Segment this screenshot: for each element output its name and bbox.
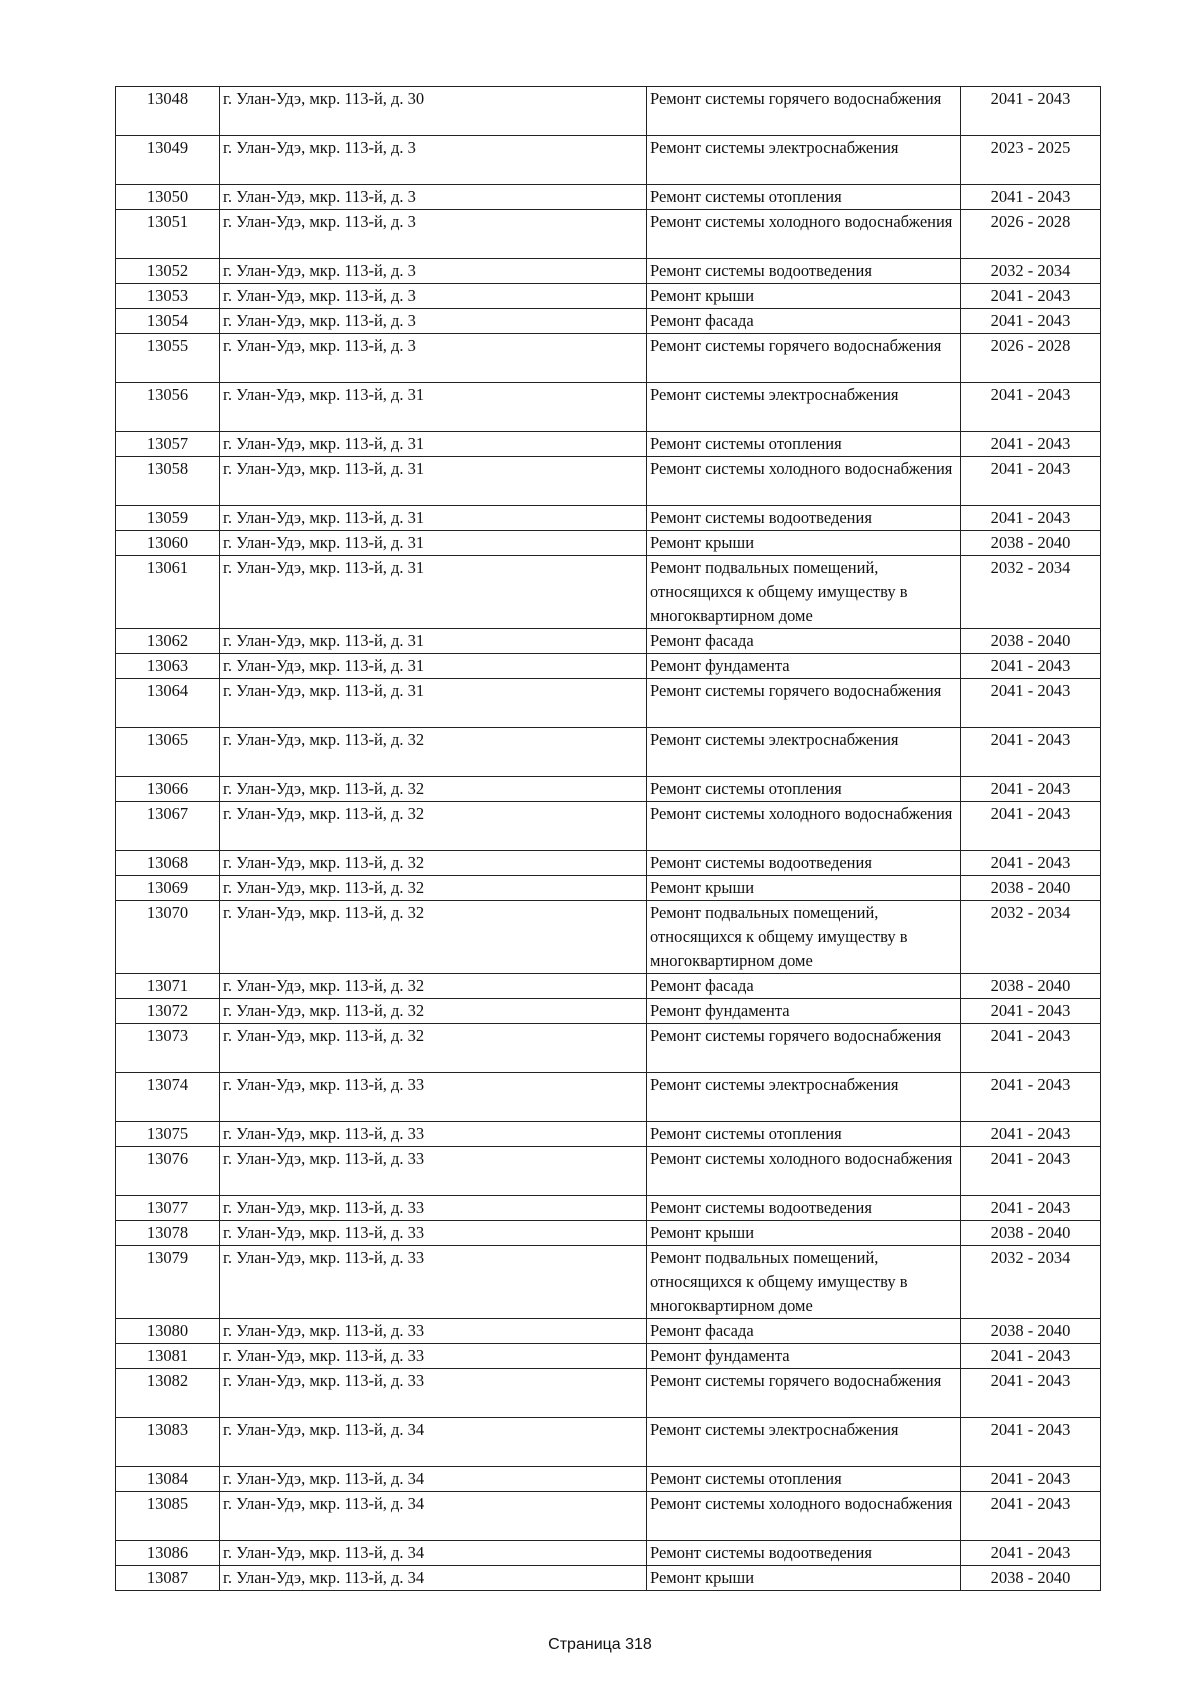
address-cell: г. Улан-Удэ, мкр. 113-й, д. 31 [220,531,647,556]
work-type-cell: Ремонт системы отопления [647,777,961,802]
row-number-cell: 13077 [116,1196,220,1221]
term-cell: 2041 - 2043 [961,185,1101,210]
row-number-cell: 13053 [116,284,220,309]
address-cell: г. Улан-Удэ, мкр. 113-й, д. 3 [220,334,647,383]
work-type-cell: Ремонт системы горячего водоснабжения [647,334,961,383]
table-row [116,334,1101,383]
row-number-cell: 13064 [116,679,220,728]
term-cell: 2041 - 2043 [961,1418,1101,1467]
page-number: Страница 318 [548,1636,652,1653]
row-number-cell: 13083 [116,1418,220,1467]
work-type-cell: Ремонт крыши [647,876,961,901]
work-type-cell: Ремонт фасада [647,309,961,334]
address-cell: г. Улан-Удэ, мкр. 113-й, д. 32 [220,901,647,974]
row-number-cell: 13058 [116,457,220,506]
term-cell: 2026 - 2028 [961,334,1101,383]
work-type-cell: Ремонт подвальных помещений, относящихся к общему имуществу в многоквартирном доме [647,901,961,974]
row-number-cell: 13087 [116,1566,220,1591]
table-row [116,1196,1101,1221]
address-cell: г. Улан-Удэ, мкр. 113-й, д. 31 [220,506,647,531]
work-type-cell: Ремонт системы холодного водоснабжения [647,1492,961,1541]
address-cell: г. Улан-Удэ, мкр. 113-й, д. 33 [220,1147,647,1196]
table-row [116,1122,1101,1147]
term-cell: 2041 - 2043 [961,87,1101,136]
address-cell: г. Улан-Удэ, мкр. 113-й, д. 3 [220,259,647,284]
row-number-cell: 13049 [116,136,220,185]
table-row [116,802,1101,851]
term-cell: 2041 - 2043 [961,1196,1101,1221]
table-row [116,506,1101,531]
table-row [116,1369,1101,1418]
work-type-cell: Ремонт системы водоотведения [647,259,961,284]
work-type-cell: Ремонт системы горячего водоснабжения [647,1369,961,1418]
term-cell: 2038 - 2040 [961,1319,1101,1344]
table-row [116,556,1101,629]
term-cell: 2038 - 2040 [961,876,1101,901]
term-cell: 2041 - 2043 [961,284,1101,309]
row-number-cell: 13063 [116,654,220,679]
repair-schedule-table [115,86,1101,1591]
work-type-cell: Ремонт фундамента [647,1344,961,1369]
term-cell: 2041 - 2043 [961,1492,1101,1541]
address-cell: г. Улан-Удэ, мкр. 113-й, д. 32 [220,974,647,999]
term-cell: 2041 - 2043 [961,728,1101,777]
work-type-cell: Ремонт системы электроснабжения [647,383,961,432]
work-type-cell: Ремонт системы электроснабжения [647,728,961,777]
term-cell: 2041 - 2043 [961,432,1101,457]
term-cell: 2041 - 2043 [961,1024,1101,1073]
work-type-cell: Ремонт фасада [647,974,961,999]
address-cell: г. Улан-Удэ, мкр. 113-й, д. 32 [220,777,647,802]
table-row [116,901,1101,974]
term-cell: 2023 - 2025 [961,136,1101,185]
work-type-cell: Ремонт крыши [647,1566,961,1591]
address-cell: г. Улан-Удэ, мкр. 113-й, д. 33 [220,1196,647,1221]
address-cell: г. Улан-Удэ, мкр. 113-й, д. 31 [220,556,647,629]
table-row [116,531,1101,556]
term-cell: 2041 - 2043 [961,999,1101,1024]
work-type-cell: Ремонт подвальных помещений, относящихся к общему имуществу в многоквартирном доме [647,556,961,629]
term-cell: 2041 - 2043 [961,457,1101,506]
row-number-cell: 13070 [116,901,220,974]
row-number-cell: 13078 [116,1221,220,1246]
address-cell: г. Улан-Удэ, мкр. 113-й, д. 32 [220,876,647,901]
work-type-cell: Ремонт системы отопления [647,1122,961,1147]
row-number-cell: 13071 [116,974,220,999]
table-body [116,87,1101,1591]
table-row [116,457,1101,506]
address-cell: г. Улан-Удэ, мкр. 113-й, д. 33 [220,1073,647,1122]
term-cell: 2038 - 2040 [961,1566,1101,1591]
row-number-cell: 13050 [116,185,220,210]
table-row [116,1319,1101,1344]
address-cell: г. Улан-Удэ, мкр. 113-й, д. 31 [220,383,647,432]
term-cell: 2032 - 2034 [961,556,1101,629]
work-type-cell: Ремонт системы водоотведения [647,1196,961,1221]
table-row [116,679,1101,728]
row-number-cell: 13060 [116,531,220,556]
address-cell: г. Улан-Удэ, мкр. 113-й, д. 31 [220,432,647,457]
table-row [116,87,1101,136]
table-row [116,284,1101,309]
term-cell: 2032 - 2034 [961,1246,1101,1319]
address-cell: г. Улан-Удэ, мкр. 113-й, д. 32 [220,728,647,777]
address-cell: г. Улан-Удэ, мкр. 113-й, д. 32 [220,1024,647,1073]
row-number-cell: 13072 [116,999,220,1024]
table-row [116,728,1101,777]
row-number-cell: 13061 [116,556,220,629]
address-cell: г. Улан-Удэ, мкр. 113-й, д. 32 [220,851,647,876]
table-row [116,1221,1101,1246]
address-cell: г. Улан-Удэ, мкр. 113-й, д. 31 [220,654,647,679]
work-type-cell: Ремонт системы холодного водоснабжения [647,1147,961,1196]
address-cell: г. Улан-Удэ, мкр. 113-й, д. 32 [220,802,647,851]
work-type-cell: Ремонт системы отопления [647,185,961,210]
address-cell: г. Улан-Удэ, мкр. 113-й, д. 3 [220,309,647,334]
table-row [116,1073,1101,1122]
work-type-cell: Ремонт системы горячего водоснабжения [647,679,961,728]
term-cell: 2032 - 2034 [961,259,1101,284]
term-cell: 2038 - 2040 [961,1221,1101,1246]
work-type-cell: Ремонт системы горячего водоснабжения [647,87,961,136]
address-cell: г. Улан-Удэ, мкр. 113-й, д. 34 [220,1492,647,1541]
term-cell: 2041 - 2043 [961,309,1101,334]
work-type-cell: Ремонт системы электроснабжения [647,1073,961,1122]
address-cell: г. Улан-Удэ, мкр. 113-й, д. 34 [220,1467,647,1492]
row-number-cell: 13055 [116,334,220,383]
address-cell: г. Улан-Удэ, мкр. 113-й, д. 31 [220,629,647,654]
table-row [116,974,1101,999]
term-cell: 2041 - 2043 [961,1467,1101,1492]
row-number-cell: 13051 [116,210,220,259]
work-type-cell: Ремонт системы холодного водоснабжения [647,457,961,506]
table-row [116,1246,1101,1319]
row-number-cell: 13068 [116,851,220,876]
address-cell: г. Улан-Удэ, мкр. 113-й, д. 33 [220,1344,647,1369]
term-cell: 2038 - 2040 [961,531,1101,556]
term-cell: 2041 - 2043 [961,1369,1101,1418]
row-number-cell: 13080 [116,1319,220,1344]
table-row [116,1541,1101,1566]
work-type-cell: Ремонт системы отопления [647,1467,961,1492]
address-cell: г. Улан-Удэ, мкр. 113-й, д. 33 [220,1246,647,1319]
row-number-cell: 13086 [116,1541,220,1566]
row-number-cell: 13076 [116,1147,220,1196]
work-type-cell: Ремонт системы водоотведения [647,851,961,876]
term-cell: 2041 - 2043 [961,1344,1101,1369]
term-cell: 2041 - 2043 [961,654,1101,679]
term-cell: 2041 - 2043 [961,679,1101,728]
row-number-cell: 13065 [116,728,220,777]
row-number-cell: 13075 [116,1122,220,1147]
address-cell: г. Улан-Удэ, мкр. 113-й, д. 3 [220,210,647,259]
work-type-cell: Ремонт крыши [647,531,961,556]
work-type-cell: Ремонт системы электроснабжения [647,136,961,185]
table-row [116,210,1101,259]
work-type-cell: Ремонт системы холодного водоснабжения [647,210,961,259]
row-number-cell: 13057 [116,432,220,457]
term-cell: 2041 - 2043 [961,851,1101,876]
work-type-cell: Ремонт крыши [647,284,961,309]
table-row [116,309,1101,334]
work-type-cell: Ремонт системы водоотведения [647,506,961,531]
row-number-cell: 13059 [116,506,220,531]
work-type-cell: Ремонт системы отопления [647,432,961,457]
address-cell: г. Улан-Удэ, мкр. 113-й, д. 33 [220,1221,647,1246]
term-cell: 2041 - 2043 [961,506,1101,531]
row-number-cell: 13062 [116,629,220,654]
term-cell: 2041 - 2043 [961,1147,1101,1196]
address-cell: г. Улан-Удэ, мкр. 113-й, д. 34 [220,1566,647,1591]
term-cell: 2041 - 2043 [961,1541,1101,1566]
row-number-cell: 13073 [116,1024,220,1073]
row-number-cell: 13085 [116,1492,220,1541]
row-number-cell: 13079 [116,1246,220,1319]
address-cell: г. Улан-Удэ, мкр. 113-й, д. 3 [220,136,647,185]
table-row [116,999,1101,1024]
table-row [116,259,1101,284]
work-type-cell: Ремонт подвальных помещений, относящихся к общему имуществу в многоквартирном доме [647,1246,961,1319]
term-cell: 2041 - 2043 [961,777,1101,802]
term-cell: 2026 - 2028 [961,210,1101,259]
term-cell: 2032 - 2034 [961,901,1101,974]
address-cell: г. Улан-Удэ, мкр. 113-й, д. 33 [220,1122,647,1147]
address-cell: г. Улан-Удэ, мкр. 113-й, д. 34 [220,1418,647,1467]
term-cell: 2041 - 2043 [961,802,1101,851]
address-cell: г. Улан-Удэ, мкр. 113-й, д. 32 [220,999,647,1024]
table-row [116,1492,1101,1541]
work-type-cell: Ремонт фундамента [647,999,961,1024]
row-number-cell: 13081 [116,1344,220,1369]
row-number-cell: 13052 [116,259,220,284]
row-number-cell: 13069 [116,876,220,901]
address-cell: г. Улан-Удэ, мкр. 113-й, д. 3 [220,185,647,210]
term-cell: 2041 - 2043 [961,1122,1101,1147]
table-row [116,1467,1101,1492]
address-cell: г. Улан-Удэ, мкр. 113-й, д. 30 [220,87,647,136]
row-number-cell: 13082 [116,1369,220,1418]
work-type-cell: Ремонт фундамента [647,654,961,679]
row-number-cell: 13056 [116,383,220,432]
row-number-cell: 13048 [116,87,220,136]
address-cell: г. Улан-Удэ, мкр. 113-й, д. 33 [220,1319,647,1344]
table-row [116,1418,1101,1467]
address-cell: г. Улан-Удэ, мкр. 113-й, д. 31 [220,679,647,728]
term-cell: 2041 - 2043 [961,383,1101,432]
address-cell: г. Улан-Удэ, мкр. 113-й, д. 34 [220,1541,647,1566]
table-row [116,851,1101,876]
table-row [116,777,1101,802]
term-cell: 2038 - 2040 [961,974,1101,999]
table-row [116,876,1101,901]
work-type-cell: Ремонт системы горячего водоснабжения [647,1024,961,1073]
work-type-cell: Ремонт фасада [647,629,961,654]
row-number-cell: 13054 [116,309,220,334]
table-row [116,383,1101,432]
work-type-cell: Ремонт фасада [647,1319,961,1344]
table-row [116,629,1101,654]
table-row [116,1344,1101,1369]
table-row [116,1147,1101,1196]
work-type-cell: Ремонт системы электроснабжения [647,1418,961,1467]
address-cell: г. Улан-Удэ, мкр. 113-й, д. 33 [220,1369,647,1418]
row-number-cell: 13074 [116,1073,220,1122]
table-row [116,654,1101,679]
address-cell: г. Улан-Удэ, мкр. 113-й, д. 31 [220,457,647,506]
row-number-cell: 13084 [116,1467,220,1492]
table-row [116,185,1101,210]
work-type-cell: Ремонт системы холодного водоснабжения [647,802,961,851]
work-type-cell: Ремонт крыши [647,1221,961,1246]
term-cell: 2038 - 2040 [961,629,1101,654]
term-cell: 2041 - 2043 [961,1073,1101,1122]
address-cell: г. Улан-Удэ, мкр. 113-й, д. 3 [220,284,647,309]
table-row [116,432,1101,457]
table-row [116,1024,1101,1073]
row-number-cell: 13066 [116,777,220,802]
work-type-cell: Ремонт системы водоотведения [647,1541,961,1566]
table-row [116,136,1101,185]
row-number-cell: 13067 [116,802,220,851]
table-row [116,1566,1101,1591]
